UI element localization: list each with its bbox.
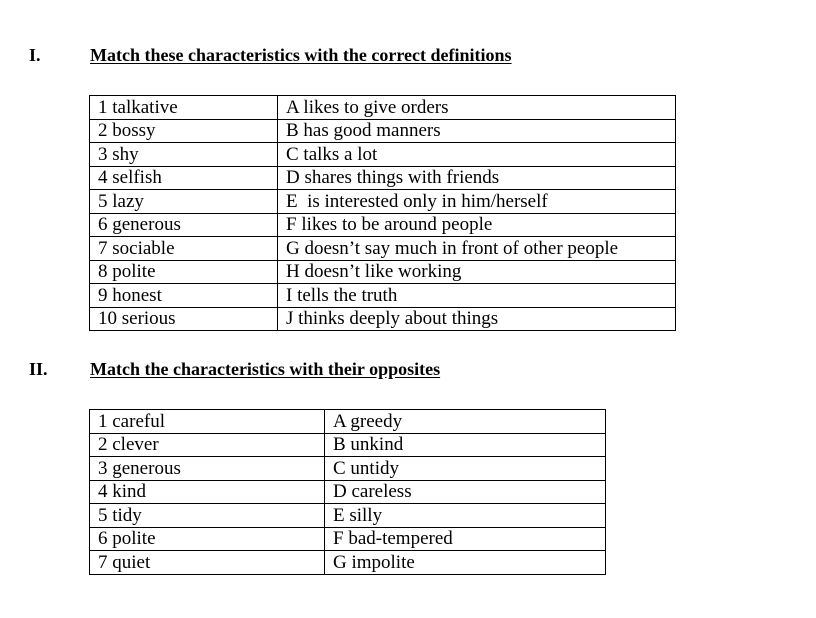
table-row <box>90 284 676 308</box>
characteristic-cell: 2 bossy <box>90 119 278 143</box>
definition-cell: E is interested only in him/herself <box>278 190 676 214</box>
definition-cell: J thinks deeply about things <box>278 307 676 331</box>
characteristic-cell: 4 kind <box>90 480 325 504</box>
section-2-header <box>0 357 816 381</box>
table-row <box>90 480 606 504</box>
characteristic-cell: 1 careful <box>90 410 325 434</box>
table-row <box>90 457 606 481</box>
characteristic-cell: 7 quiet <box>90 551 325 575</box>
characteristic-cell: 2 clever <box>90 433 325 457</box>
characteristic-cell: 3 shy <box>90 143 278 167</box>
table-row <box>90 527 606 551</box>
opposite-cell: C untidy <box>325 457 606 481</box>
table-row <box>90 410 606 434</box>
characteristic-cell: 1 talkative <box>90 96 278 120</box>
definition-cell: G doesn’t say much in front of other people <box>278 237 676 261</box>
section-1-number: I. <box>29 45 41 65</box>
opposites-matching-table <box>89 409 606 575</box>
table-row <box>90 190 676 214</box>
definition-cell: A likes to give orders <box>278 96 676 120</box>
table-row <box>90 237 676 261</box>
characteristic-cell: 5 tidy <box>90 504 325 528</box>
table-row <box>90 119 676 143</box>
definition-cell: C talks a lot <box>278 143 676 167</box>
section-2-number: II. <box>29 359 48 379</box>
opposite-cell: A greedy <box>325 410 606 434</box>
opposite-cell: F bad-tempered <box>325 527 606 551</box>
table-row <box>90 143 676 167</box>
section-1-heading: Match these characteristics with the correct definitions <box>90 45 512 65</box>
table-row <box>90 504 606 528</box>
definition-cell: D shares things with friends <box>278 166 676 190</box>
characteristic-cell: 9 honest <box>90 284 278 308</box>
definition-cell: B has good manners <box>278 119 676 143</box>
characteristic-cell: 8 polite <box>90 260 278 284</box>
opposite-cell: D careless <box>325 480 606 504</box>
opposite-cell: B unkind <box>325 433 606 457</box>
definitions-matching-table <box>89 95 676 331</box>
opposite-cell: G impolite <box>325 551 606 575</box>
definition-cell: H doesn’t like working <box>278 260 676 284</box>
characteristic-cell: 5 lazy <box>90 190 278 214</box>
table-row <box>90 166 676 190</box>
table-row <box>90 213 676 237</box>
table-row <box>90 307 676 331</box>
characteristic-cell: 6 generous <box>90 213 278 237</box>
characteristic-cell: 3 generous <box>90 457 325 481</box>
table-row <box>90 260 676 284</box>
characteristic-cell: 4 selfish <box>90 166 278 190</box>
characteristic-cell: 7 sociable <box>90 237 278 261</box>
table-row <box>90 96 676 120</box>
definition-cell: F likes to be around people <box>278 213 676 237</box>
section-2-heading: Match the characteristics with their opposites <box>90 359 441 379</box>
section-1-header <box>0 43 816 67</box>
table-row <box>90 433 606 457</box>
definition-cell: I tells the truth <box>278 284 676 308</box>
table-row <box>90 551 606 575</box>
characteristic-cell: 6 polite <box>90 527 325 551</box>
opposite-cell: E silly <box>325 504 606 528</box>
characteristic-cell: 10 serious <box>90 307 278 331</box>
